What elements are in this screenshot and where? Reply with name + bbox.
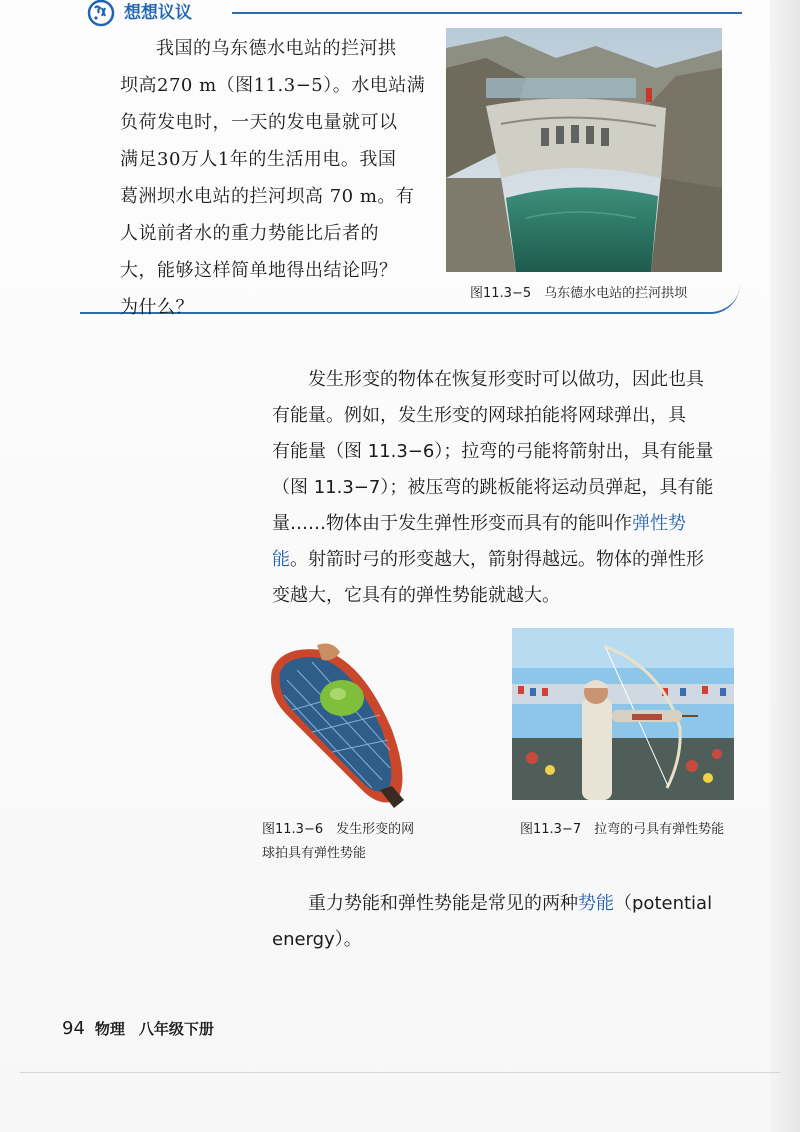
- term-elastic-potential-energy: 弹性势: [632, 513, 686, 534]
- paragraph-line: [272, 542, 752, 578]
- figure-11-3-5-caption: 图11.3−5 乌东德水电站的拦河拱坝: [470, 286, 688, 301]
- paragraph-line: 有能量（图 11.3−6）；拉弯的弓能将箭射出，具有能量: [272, 441, 714, 462]
- think-line: 我国的乌东德水电站的拦河拱: [156, 38, 397, 59]
- elastic-energy-paragraph: [272, 362, 752, 614]
- page-bottom-rule: [20, 1072, 780, 1073]
- term-potential-energy: 势能: [578, 893, 614, 914]
- figure-11-3-7-caption: 图11.3−7 拉弯的弓具有弹性势能: [520, 822, 725, 837]
- page-footer: [62, 1018, 214, 1039]
- paragraph-line: （图 11.3−7）；被压弯的跳板能将运动员弹起，具有能: [272, 477, 714, 498]
- think-discuss-text: [120, 30, 442, 326]
- think-line: 大，能够这样简单地得出结论吗？: [120, 260, 398, 281]
- deformed-tennis-racket-image: [262, 640, 412, 810]
- paragraph-text: 。射箭时弓的形变越大，箭射得越远。物体的弹性形: [290, 549, 704, 570]
- think-discuss-rule: [232, 12, 742, 14]
- figure-11-3-6-caption: [262, 818, 462, 866]
- paragraph-line: [272, 886, 752, 922]
- caption-line: 球拍具有弹性势能: [262, 846, 367, 861]
- potential-energy-paragraph: [272, 886, 752, 958]
- paragraph-text: 重力势能和弹性势能是常见的两种: [308, 893, 578, 914]
- paragraph-line: [272, 506, 752, 542]
- think-discuss-icon: [84, 0, 118, 28]
- term-elastic-potential-energy-cont: 能: [272, 549, 290, 570]
- paragraph-line: 有能量。例如，发生形变的网球拍能将网球弹出，具: [272, 405, 686, 426]
- paragraph-line: 变越大，它具有的弹性势能就越大。: [272, 585, 560, 606]
- caption-line: 图11.3−6 发生形变的网: [262, 822, 415, 837]
- paragraph-line: 发生形变的物体在恢复形变时可以做功，因此也具: [308, 369, 704, 390]
- paragraph-text: 量……物体由于发生弹性形变而具有的能叫作: [272, 513, 632, 534]
- page-gutter-shadow: [770, 0, 800, 1132]
- paragraph-line: energy）。: [272, 929, 362, 950]
- book-grade: 八年级下册: [138, 1020, 214, 1038]
- think-line: 坝高270 m（图11.3−5）。水电站满: [120, 75, 426, 96]
- think-line: 负荷发电时，一天的发电量就可以: [120, 112, 398, 133]
- think-discuss-title: 想想议议: [124, 3, 192, 23]
- dam-photo: [446, 28, 722, 272]
- think-line: 满足30万人1年的生活用电。我国: [120, 149, 397, 170]
- page-number: 94: [62, 1018, 85, 1039]
- archer-drawing-bow-image: [512, 628, 734, 800]
- think-line: 人说前者水的重力势能比后者的: [120, 223, 379, 244]
- think-line: 葛洲坝水电站的拦河坝高 70 m。有: [120, 186, 415, 207]
- book-subject: 物理: [94, 1020, 125, 1038]
- paragraph-text: （potential: [614, 893, 713, 914]
- think-line: 为什么？: [120, 297, 194, 318]
